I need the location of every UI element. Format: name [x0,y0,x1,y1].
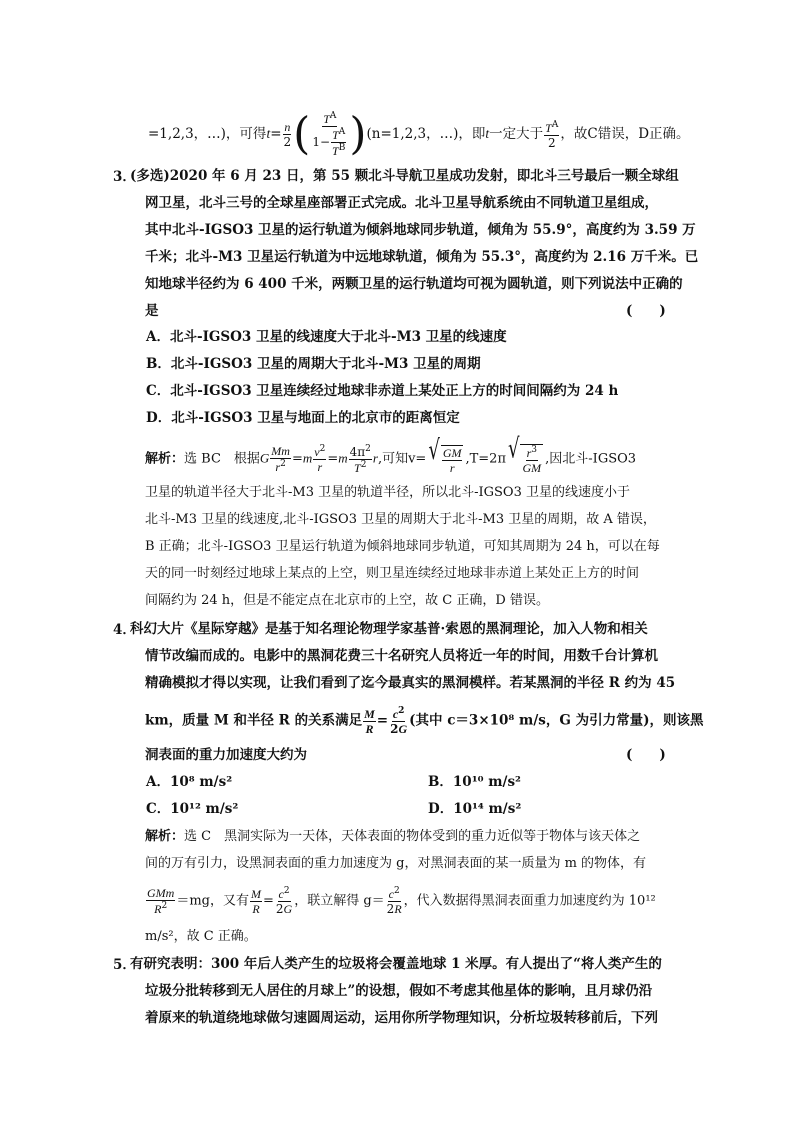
question-4-line-1: 科幻大片《星际穿越》是基于知名理论物理学家基普·索恩的黑洞理论，加入人物和相关 [130,621,648,637]
question-4-number: 4． [113,622,136,638]
fraction-ta-over-expression: $T^A$ 1− $\frac{T^A}{T^B}$ [312,111,346,158]
question-3-answer-blank: ( ) [626,303,666,319]
question-3-option-d: D．北斗-IGSO3 卫星与地面上的北京市的距离恒定 [146,410,460,426]
question-4-option-a: A．10⁸ m/s² [146,774,233,790]
question-3-line-6: 是 [145,303,159,319]
question-3-line-4: 千米；北斗-M3 卫星运行轨道为中远地球轨道，倾角为 55.3°，高度约为 2.16 万千米。已 [145,249,699,265]
question-3-solution-line-3: 北斗-M3 卫星的线速度,北斗-IGSO3 卫星的周期大于北斗-M3 卫星的周期，故 A 错误， [145,512,656,527]
question-3-line-2: 网卫星，北斗三号的全球星座部署正式完成。北斗卫星导航系统由不同轨道卫星组成， [145,195,658,211]
question-3-solution-line-1: 解析：选 BC 根据G $\frac{Mm}{r^2}$ =m $\frac{v^2}{r}$ =m $\frac{4\pi^2}{T^2}$ r,可知v= √ $\frac{GM}{r}$ ,T=2π √ $\frac{r^3}{GM}$ ,因北斗-IGSO3 [145,433,637,475]
fraction-n-over-2: $\frac{n}{2}$ [283,120,292,149]
question-5-line-1: 有研究表明：300 年后人类产生的垃圾将会覆盖地球 1 米厚。有人提出了“将人类产生的 [130,956,662,972]
question-3-solution-line-5: 天的同一时刻经过地球上某点的上空，则卫星连续经过地球非赤道上某处正上方的时间 [145,566,640,581]
question-4-solution-line-4: m/s²，故 C 正确。 [145,929,257,944]
question-4-solution-line-3: $\frac{\text{GMm}}{R^2}$ ＝mg，又有 $\frac{M}{R}$ = $\frac{c^2}{2G}$ ，联立解得 g＝ $\frac{c^2}{2R}$ ，代入数据得黑洞表面重力加速度约为 10¹² [147,886,656,916]
question-4-solution-line-1: 解析：选 C 黑洞实际为一天体，天体表面的物体受到的重力近似等于物体与该天体之 [145,829,641,844]
question-3-option-c: C．北斗-IGSO3 卫星连续经过地球非赤道上某处正上方的时间间隔约为 24 h [146,383,619,399]
question-4-line-5: 洞表面的重力加速度大约为 [145,747,307,763]
question-3-line-1: (多选)2020 年 6 月 23 日，第 55 颗北斗导航卫星成功发射，即北斗三号最后一颗全球组 [130,168,679,184]
question-5-line-3: 着原来的轨道绕地球做匀速圆周运动，运用你所学物理知识，分析垃圾转移前后，下列 [145,1010,658,1026]
question-4-solution-line-2: 间的万有引力，设黑洞表面的重力加速度为 g，对黑洞表面的某一质量为 m 的物体，有 [145,856,647,871]
question-4-line-4: km，质量 M 和半径 R 的关系满足 $\frac{M}{R}$ = $\frac{c^2}{2G}$ (其中 c＝3×10⁸ m/s，G 为引力常量)，则该黑 [145,706,704,736]
question-5-number: 5． [113,957,136,973]
question-3-number: 3． [113,169,136,185]
question-3-solution-line-4: B 正确；北斗-IGSO3 卫星运行轨道为倾斜地球同步轨道，可知其周期为 24 h，可以在每 [145,539,660,554]
question-4-option-d: D．10¹⁴ m/s² [428,801,522,817]
fraction-ta-over-2: $\frac{T^A}{2}$ [545,119,559,150]
question-4-option-b: B．10¹⁰ m/s² [428,774,521,790]
question-3-solution-line-2: 卫星的轨道半径大于北斗-M3 卫星的轨道半径，所以北斗-IGSO3 卫星的线速度小于 [145,485,630,500]
question-3-option-a: A．北斗-IGSO3 卫星的线速度大于北斗-M3 卫星的线速度 [146,329,507,345]
question-4-answer-blank: ( ) [626,747,666,763]
question-3-line-3: 其中北斗-IGSO3 卫星的运行轨道为倾斜地球同步轨道，倾角为 55.9°，高度约为 3.59 万 [145,222,696,238]
question-4-line-3: 精确模拟才得以实现，让我们看到了迄今最真实的黑洞模样。若某黑洞的半径 R 约为 45 [145,675,676,691]
question-4-line-2: 情节改编而成的。电影中的黑洞花费三十名研究人员将近一年的时间，用数千台计算机 [145,648,658,664]
question-5-line-2: 垃圾分批转移到无人居住的月球上”的设想，假如不考虑其他星体的影响，且月球仍沿 [145,983,653,999]
continuation-line: =1,2,3，…)，可得t= $\frac{n}{2}$ ( $T^A$ 1− $\frac{T^A}{T^B}$ )(n=1,2,3，…)，即t一定大于 $\frac{T^A}{2}$ ，故C错误，D正确。 [148,108,690,160]
question-3-option-b: B．北斗-IGSO3 卫星的周期大于北斗-M3 卫星的周期 [146,356,481,372]
question-3-line-5: 知地球半径约为 6 400 千米，两颗卫星的运行轨道均可视为圆轨道，则下列说法中正确的 [145,276,683,292]
question-4-option-c: C．10¹² m/s² [146,801,239,817]
question-3-solution-line-6: 间隔约为 24 h，但是不能定点在北京市的上空，故 C 正确，D 错误。 [145,593,549,608]
